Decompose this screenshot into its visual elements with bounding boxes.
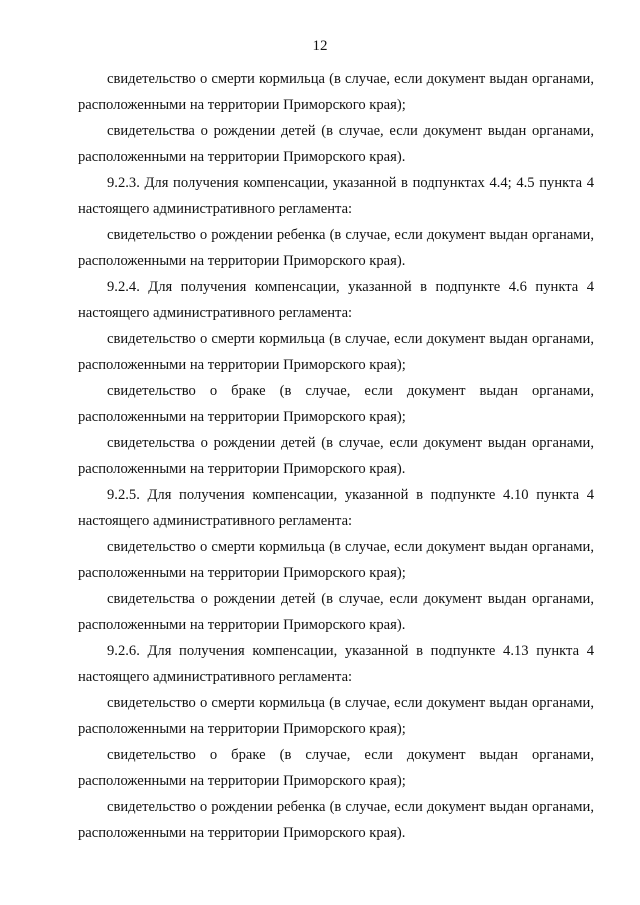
paragraph-child-birth-certificate: свидетельство о рождении ребенка (в случае, если документ выдан органами, расположенными на территории Приморского края). (78, 227, 594, 269)
paragraph-death-certificate: свидетельство о смерти кормильца (в случае, если документ выдан органами, расположенными на территории Приморского края); (78, 331, 594, 373)
paragraph-death-certificate: свидетельство о смерти кормильца (в случае, если документ выдан органами, расположенными на территории Приморского края); (78, 695, 594, 737)
paragraph-children-birth-certificates: свидетельства о рождении детей (в случае, если документ выдан органами, расположенными на территории Приморского края). (78, 435, 594, 477)
paragraph-clause-9-2-5: 9.2.5. Для получения компенсации, указанной в подпункте 4.10 пункта 4 настоящего административного регламента: (78, 487, 594, 529)
paragraph-children-birth-certificates: свидетельства о рождении детей (в случае, если документ выдан органами, расположенными на территории Приморского края). (78, 591, 594, 633)
paragraph-death-certificate: свидетельство о смерти кормильца (в случае, если документ выдан органами, расположенными на территории Приморского края); (78, 71, 594, 113)
paragraph-marriage-certificate: свидетельство о браке (в случае, если документ выдан органами, расположенными на территории Приморского края); (78, 747, 594, 789)
page-number: 12 (312, 38, 328, 54)
paragraph-marriage-certificate: свидетельство о браке (в случае, если документ выдан органами, расположенными на территории Приморского края); (78, 383, 594, 425)
paragraph-children-birth-certificates: свидетельства о рождении детей (в случае, если документ выдан органами, расположенными на территории Приморского края). (78, 123, 594, 165)
paragraph-clause-9-2-4: 9.2.4. Для получения компенсации, указанной в подпункте 4.6 пункта 4 настоящего административного регламента: (78, 279, 594, 321)
paragraph-death-certificate: свидетельство о смерти кормильца (в случае, если документ выдан органами, расположенными на территории Приморского края); (78, 539, 594, 581)
document-body (78, 66, 594, 846)
paragraph-child-birth-certificate: свидетельство о рождении ребенка (в случае, если документ выдан органами, расположенными на территории Приморского края). (78, 799, 594, 841)
paragraph-clause-9-2-6: 9.2.6. Для получения компенсации, указанной в подпункте 4.13 пункта 4 настоящего административного регламента: (78, 643, 594, 685)
paragraph-clause-9-2-3: 9.2.3. Для получения компенсации, указанной в подпунктах 4.4; 4.5 пункта 4 настоящего административного регламента: (78, 175, 594, 217)
